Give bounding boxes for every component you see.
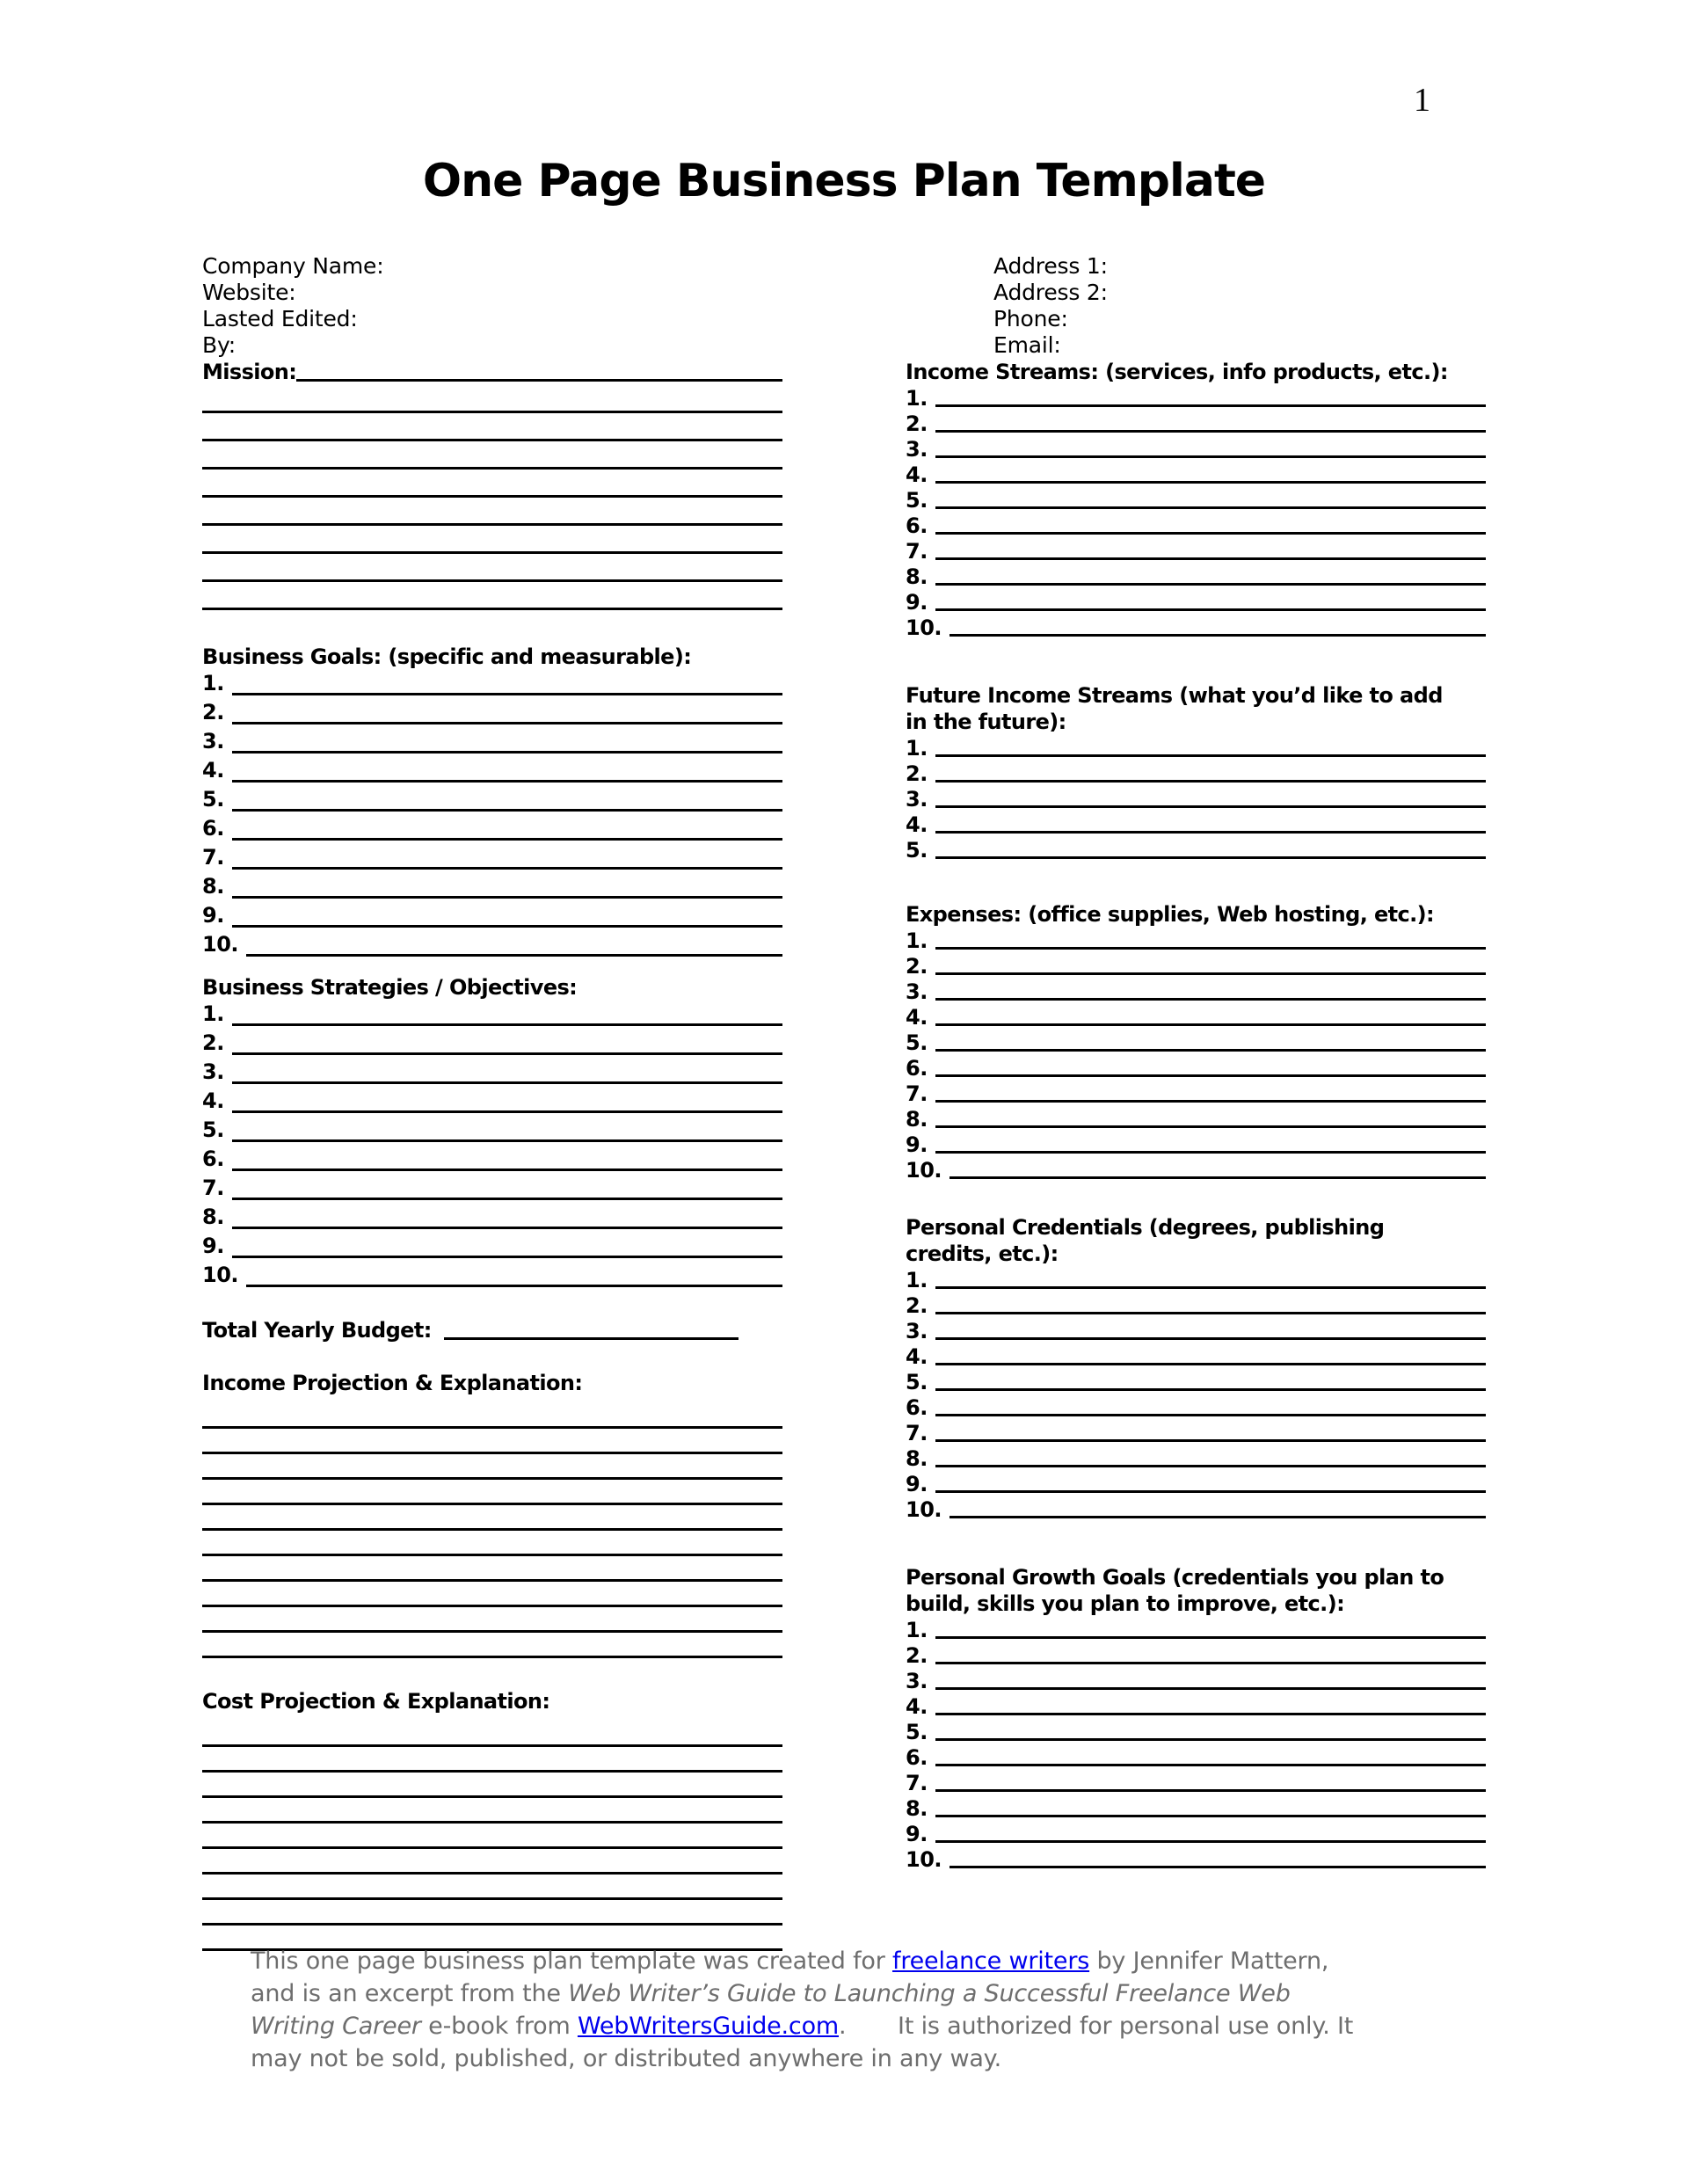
blank-line — [232, 1139, 782, 1142]
blank-line — [202, 1582, 782, 1607]
footer-text-segment: by Jennifer Mattern, — [1089, 1947, 1329, 1975]
income-projection-heading — [202, 1370, 782, 1396]
item-number: 9. — [906, 1822, 928, 1846]
item-number: 7. — [906, 1421, 928, 1445]
item-number: 2. — [202, 1030, 224, 1055]
item-number: 1. — [906, 386, 928, 411]
numbered-blank-field — [906, 564, 1486, 589]
numbered-blank-field — [202, 1262, 782, 1291]
numbered-blank-field — [906, 1292, 1486, 1318]
income-streams-heading — [906, 359, 1486, 385]
numbered-blank-field — [906, 1369, 1486, 1394]
info-field-label: By: — [202, 332, 236, 358]
income-projection-blank-lines — [202, 1403, 782, 1658]
blank-line — [935, 1815, 1486, 1817]
blank-line — [232, 1110, 782, 1113]
numbered-blank-field — [202, 1117, 782, 1146]
item-number: 8. — [906, 1107, 928, 1132]
numbered-blank-field — [906, 1744, 1486, 1770]
numbered-blank-field — [906, 1343, 1486, 1369]
blank-line — [202, 1900, 782, 1926]
item-number: 5. — [906, 488, 928, 513]
blank-line — [950, 1176, 1486, 1179]
item-number: 5. — [906, 1720, 928, 1744]
document-title: One Page Business Plan Template — [422, 155, 1266, 207]
numbered-blank-field — [906, 1420, 1486, 1445]
blank-line — [935, 1713, 1486, 1715]
item-number: 4. — [906, 1344, 928, 1369]
address-info-block — [906, 253, 1486, 359]
section-heading-line: Expenses: (office supplies, Web hosting, etc.): — [906, 902, 1435, 927]
item-number: 5. — [202, 787, 224, 812]
info-field-label: Address 1: — [993, 253, 1108, 279]
item-number: 2. — [906, 1293, 928, 1318]
item-number: 6. — [906, 513, 928, 538]
numbered-blank-field — [906, 786, 1486, 812]
blank-line — [935, 1337, 1486, 1340]
blank-line — [950, 634, 1486, 637]
info-field-label: Email: — [993, 332, 1061, 358]
numbered-blank-field — [906, 1846, 1486, 1872]
blank-line — [232, 896, 782, 899]
blank-line — [246, 954, 782, 957]
item-number: 9. — [906, 590, 928, 615]
blank-line — [202, 1607, 782, 1633]
footer-text-segment: Web Writer’s Guide to Launching a Successful Freelance Web — [568, 1980, 1291, 2007]
item-number: 4. — [906, 812, 928, 837]
numbered-blank-field — [202, 1233, 782, 1262]
info-field-label: Lasted Edited: — [202, 306, 358, 331]
item-number: 5. — [202, 1117, 224, 1142]
numbered-blank-field — [906, 1445, 1486, 1471]
numbered-blank-field — [906, 1770, 1486, 1795]
blank-line — [202, 498, 782, 526]
blank-line — [232, 925, 782, 928]
blank-line — [202, 1722, 782, 1747]
item-number: 3. — [906, 979, 928, 1004]
numbered-blank-field — [906, 1081, 1486, 1106]
footer-text-segment: and is an excerpt from the — [251, 1980, 569, 2007]
blank-line — [202, 1403, 782, 1429]
item-number: 10. — [906, 1158, 942, 1183]
expenses-list — [906, 928, 1486, 1183]
numbered-blank-field — [906, 1318, 1486, 1343]
item-number: 1. — [202, 671, 224, 695]
blank-line — [935, 481, 1486, 484]
personal-credentials-list — [906, 1267, 1486, 1522]
blank-line — [232, 780, 782, 783]
total-yearly-budget-field — [202, 1317, 782, 1343]
section-heading-line: Income Projection & Explanation: — [202, 1371, 583, 1395]
blank-line — [935, 557, 1486, 560]
business-strategies-heading — [202, 974, 782, 1001]
numbered-blank-field — [202, 1030, 782, 1059]
blank-line — [935, 1662, 1486, 1664]
numbered-blank-field — [202, 1059, 782, 1088]
blank-line — [935, 1439, 1486, 1442]
blank-line — [935, 404, 1486, 407]
item-number: 2. — [906, 761, 928, 786]
business-goals-list — [202, 670, 782, 960]
numbered-blank-field — [906, 1693, 1486, 1719]
blank-line — [232, 722, 782, 724]
blank-line — [296, 379, 782, 382]
blank-line — [935, 805, 1486, 808]
numbered-blank-field — [906, 953, 1486, 979]
numbered-blank-field — [906, 1055, 1486, 1081]
blank-line — [202, 1824, 782, 1849]
blank-line — [232, 1256, 782, 1258]
expenses-heading — [906, 901, 1486, 928]
info-field-label: Website: — [202, 280, 296, 305]
blank-line — [232, 1081, 782, 1084]
numbered-blank-field — [202, 815, 782, 844]
blank-line — [202, 1849, 782, 1875]
blank-line — [935, 1151, 1486, 1154]
blank-line — [935, 430, 1486, 433]
numbered-blank-field — [906, 1004, 1486, 1030]
numbered-blank-field — [906, 1157, 1486, 1183]
blank-line — [202, 413, 782, 441]
item-number: 4. — [906, 1694, 928, 1719]
blank-line — [202, 385, 782, 413]
blank-line — [202, 1480, 782, 1505]
numbered-blank-field — [202, 902, 782, 931]
footer-text-segment: e-book from — [420, 2013, 578, 2040]
numbered-blank-field — [906, 837, 1486, 863]
blank-line — [202, 1454, 782, 1480]
blank-line — [935, 947, 1486, 950]
numbered-blank-field — [202, 1146, 782, 1175]
cost-projection-heading — [202, 1688, 782, 1714]
personal-growth-goals-heading — [906, 1564, 1486, 1617]
item-number: 8. — [906, 1796, 928, 1821]
blank-line — [202, 554, 782, 582]
item-number: 2. — [906, 954, 928, 979]
item-number: 8. — [906, 1446, 928, 1471]
item-number: 7. — [906, 1081, 928, 1106]
item-number: 1. — [906, 736, 928, 761]
blank-line — [202, 1633, 782, 1658]
blank-line — [202, 470, 782, 498]
blank-line — [444, 1337, 738, 1340]
item-number: 5. — [906, 838, 928, 863]
item-number: 8. — [202, 1205, 224, 1229]
numbered-blank-field — [906, 1471, 1486, 1496]
item-number: 10. — [906, 615, 942, 640]
footer-link[interactable]: freelance writers — [892, 1947, 1090, 1975]
blank-line — [202, 582, 782, 610]
numbered-blank-field — [906, 1106, 1486, 1132]
numbered-blank-field — [906, 1795, 1486, 1821]
numbered-blank-field — [906, 928, 1486, 953]
item-number: 4. — [202, 758, 224, 783]
blank-line — [935, 780, 1486, 783]
numbered-blank-field — [202, 757, 782, 786]
item-number: 4. — [906, 462, 928, 487]
numbered-blank-field — [906, 1719, 1486, 1744]
numbered-blank-field — [202, 1175, 782, 1204]
blank-line — [950, 1866, 1486, 1868]
blank-line — [232, 1227, 782, 1229]
left-column — [202, 253, 782, 1951]
blank-line — [935, 754, 1486, 757]
section-heading-line: Income Streams: (services, info products, etc.): — [906, 360, 1448, 384]
numbered-blank-field — [906, 487, 1486, 513]
blank-line — [202, 441, 782, 470]
item-number: 3. — [906, 437, 928, 462]
blank-line — [202, 1773, 782, 1798]
numbered-blank-field — [906, 589, 1486, 615]
blank-line — [232, 1168, 782, 1171]
blank-line — [935, 1490, 1486, 1493]
numbered-blank-field — [906, 462, 1486, 487]
item-number: 3. — [906, 1319, 928, 1343]
numbered-blank-field — [906, 761, 1486, 786]
item-number: 9. — [202, 903, 224, 928]
item-number: 6. — [202, 816, 224, 841]
blank-line — [935, 1125, 1486, 1128]
item-number: 6. — [906, 1056, 928, 1081]
info-field-label: Address 2: — [993, 280, 1108, 305]
blank-line — [935, 506, 1486, 509]
blank-line — [232, 1052, 782, 1055]
section-heading-line: Business Strategies / Objectives: — [202, 975, 578, 1000]
future-income-streams-heading — [906, 682, 1486, 735]
cost-projection-blank-lines — [202, 1722, 782, 1951]
blank-line — [935, 1286, 1486, 1289]
blank-line — [935, 583, 1486, 586]
blank-line — [232, 809, 782, 812]
numbered-blank-field — [906, 411, 1486, 436]
section-heading-line: Personal Growth Goals (credentials you plan to — [906, 1565, 1444, 1590]
numbered-blank-field — [906, 436, 1486, 462]
item-number: 10. — [202, 1263, 239, 1287]
item-number: 3. — [906, 787, 928, 812]
numbered-blank-field — [906, 1394, 1486, 1420]
blank-line — [935, 455, 1486, 458]
blank-line — [935, 1074, 1486, 1077]
numbered-blank-field — [202, 873, 782, 902]
blank-line — [935, 1388, 1486, 1391]
blank-line — [935, 1363, 1486, 1365]
page-number: 1 — [1414, 82, 1430, 119]
numbered-blank-field — [906, 1267, 1486, 1292]
item-number: 6. — [906, 1395, 928, 1420]
section-heading-line: Business Goals: (specific and measurable): — [202, 644, 692, 669]
footer-disclaimer — [251, 1945, 1481, 2075]
section-heading-line: in the future): — [906, 710, 1066, 734]
numbered-blank-field — [202, 1001, 782, 1030]
item-number: 7. — [906, 539, 928, 564]
blank-line — [202, 526, 782, 554]
item-number: 1. — [906, 928, 928, 953]
footer-link[interactable]: WebWritersGuide.com — [577, 2013, 839, 2040]
item-number: 10. — [906, 1497, 942, 1522]
footer-line — [251, 1977, 1481, 2010]
numbered-blank-field — [202, 786, 782, 815]
total-yearly-budget-label: Total Yearly Budget: — [202, 1318, 432, 1343]
blank-line — [935, 1049, 1486, 1052]
blank-line — [202, 1556, 782, 1582]
item-number: 10. — [906, 1847, 942, 1872]
info-field-label: Company Name: — [202, 253, 384, 279]
blank-line — [935, 608, 1486, 611]
blank-line — [202, 1531, 782, 1556]
blank-line — [935, 1636, 1486, 1639]
blank-line — [232, 693, 782, 695]
numbered-blank-field — [906, 1642, 1486, 1668]
numbered-blank-field — [906, 1821, 1486, 1846]
future-income-streams-list — [906, 735, 1486, 863]
item-number: 2. — [202, 700, 224, 724]
blank-line — [935, 1840, 1486, 1843]
numbered-blank-field — [906, 1668, 1486, 1693]
blank-line — [935, 831, 1486, 834]
item-number: 4. — [202, 1088, 224, 1113]
numbered-blank-field — [906, 735, 1486, 761]
item-number: 6. — [906, 1745, 928, 1770]
blank-line — [935, 1100, 1486, 1103]
personal-credentials-heading — [906, 1214, 1486, 1267]
numbered-blank-field — [202, 728, 782, 757]
blank-line — [232, 838, 782, 841]
section-heading-line: credits, etc.): — [906, 1241, 1059, 1266]
blank-line — [232, 1023, 782, 1026]
income-streams-list — [906, 385, 1486, 640]
item-number: 3. — [202, 1059, 224, 1084]
item-number: 7. — [906, 1771, 928, 1795]
item-number: 1. — [906, 1618, 928, 1642]
blank-line — [232, 751, 782, 753]
mission-blank-lines — [202, 385, 782, 610]
right-column — [906, 253, 1486, 1872]
personal-growth-goals-list — [906, 1617, 1486, 1872]
blank-line — [935, 1312, 1486, 1314]
section-heading-line: Future Income Streams (what you’d like to add — [906, 683, 1443, 708]
item-number: 7. — [202, 845, 224, 870]
blank-line — [935, 972, 1486, 975]
blank-line — [935, 1738, 1486, 1741]
blank-line — [935, 1789, 1486, 1792]
blank-line — [935, 998, 1486, 1001]
numbered-blank-field — [906, 1030, 1486, 1055]
item-number: 9. — [906, 1472, 928, 1496]
numbered-blank-field — [906, 1132, 1486, 1157]
mission-field — [202, 359, 782, 385]
numbered-blank-field — [202, 931, 782, 960]
section-heading-line: Cost Projection & Explanation: — [202, 1689, 550, 1714]
item-number: 3. — [202, 729, 224, 753]
item-number: 8. — [906, 564, 928, 589]
footer-line — [251, 2010, 1481, 2042]
numbered-blank-field — [906, 1617, 1486, 1642]
item-number: 7. — [202, 1176, 224, 1200]
section-heading-line: build, skills you plan to improve, etc.): — [906, 1591, 1345, 1616]
blank-line — [935, 856, 1486, 859]
info-field-label: Phone: — [993, 306, 1068, 331]
blank-line — [935, 1414, 1486, 1416]
company-info-block — [202, 253, 782, 359]
numbered-blank-field — [906, 385, 1486, 411]
item-number: 9. — [202, 1234, 224, 1258]
item-number: 1. — [202, 1001, 224, 1026]
numbered-blank-field — [906, 538, 1486, 564]
blank-line — [950, 1516, 1486, 1518]
blank-line — [202, 1798, 782, 1824]
item-number: 3. — [906, 1669, 928, 1693]
numbered-blank-field — [906, 1496, 1486, 1522]
footer-line — [251, 1945, 1481, 1977]
item-number: 2. — [906, 411, 928, 436]
blank-line — [202, 1505, 782, 1531]
blank-line — [202, 1875, 782, 1900]
numbered-blank-field — [202, 699, 782, 728]
business-strategies-list — [202, 1001, 782, 1291]
blank-line — [202, 1429, 782, 1454]
blank-line — [935, 1764, 1486, 1766]
item-number: 5. — [906, 1030, 928, 1055]
numbered-blank-field — [906, 812, 1486, 837]
item-number: 4. — [906, 1005, 928, 1030]
item-number: 6. — [202, 1147, 224, 1171]
numbered-blank-field — [202, 1088, 782, 1117]
numbered-blank-field — [906, 615, 1486, 640]
numbered-blank-field — [202, 1204, 782, 1233]
numbered-blank-field — [906, 513, 1486, 538]
blank-line — [232, 1198, 782, 1200]
numbered-blank-field — [202, 670, 782, 699]
numbered-blank-field — [906, 979, 1486, 1004]
footer-text-segment: Writing Career — [251, 2013, 421, 2040]
footer-text-segment: . It is authorized for personal use only. It — [839, 2013, 1354, 2040]
numbered-blank-field — [202, 844, 782, 873]
blank-line — [202, 1747, 782, 1773]
item-number: 10. — [202, 932, 239, 957]
item-number: 5. — [906, 1370, 928, 1394]
item-number: 1. — [906, 1268, 928, 1292]
blank-line — [246, 1285, 782, 1287]
footer-text-segment: may not be sold, published, or distributed anywhere in any way. — [251, 2045, 1001, 2072]
footer-line — [251, 2042, 1481, 2075]
blank-line — [935, 1687, 1486, 1690]
blank-line — [935, 532, 1486, 535]
section-heading-line: Personal Credentials (degrees, publishing — [906, 1215, 1385, 1240]
mission-label: Mission: — [202, 360, 297, 384]
item-number: 2. — [906, 1643, 928, 1668]
blank-line — [935, 1023, 1486, 1026]
business-goals-heading — [202, 644, 782, 670]
item-number: 8. — [202, 874, 224, 899]
footer-text-segment: This one page business plan template was created for — [251, 1947, 893, 1975]
blank-line — [232, 867, 782, 870]
blank-line — [935, 1465, 1486, 1467]
item-number: 9. — [906, 1132, 928, 1157]
